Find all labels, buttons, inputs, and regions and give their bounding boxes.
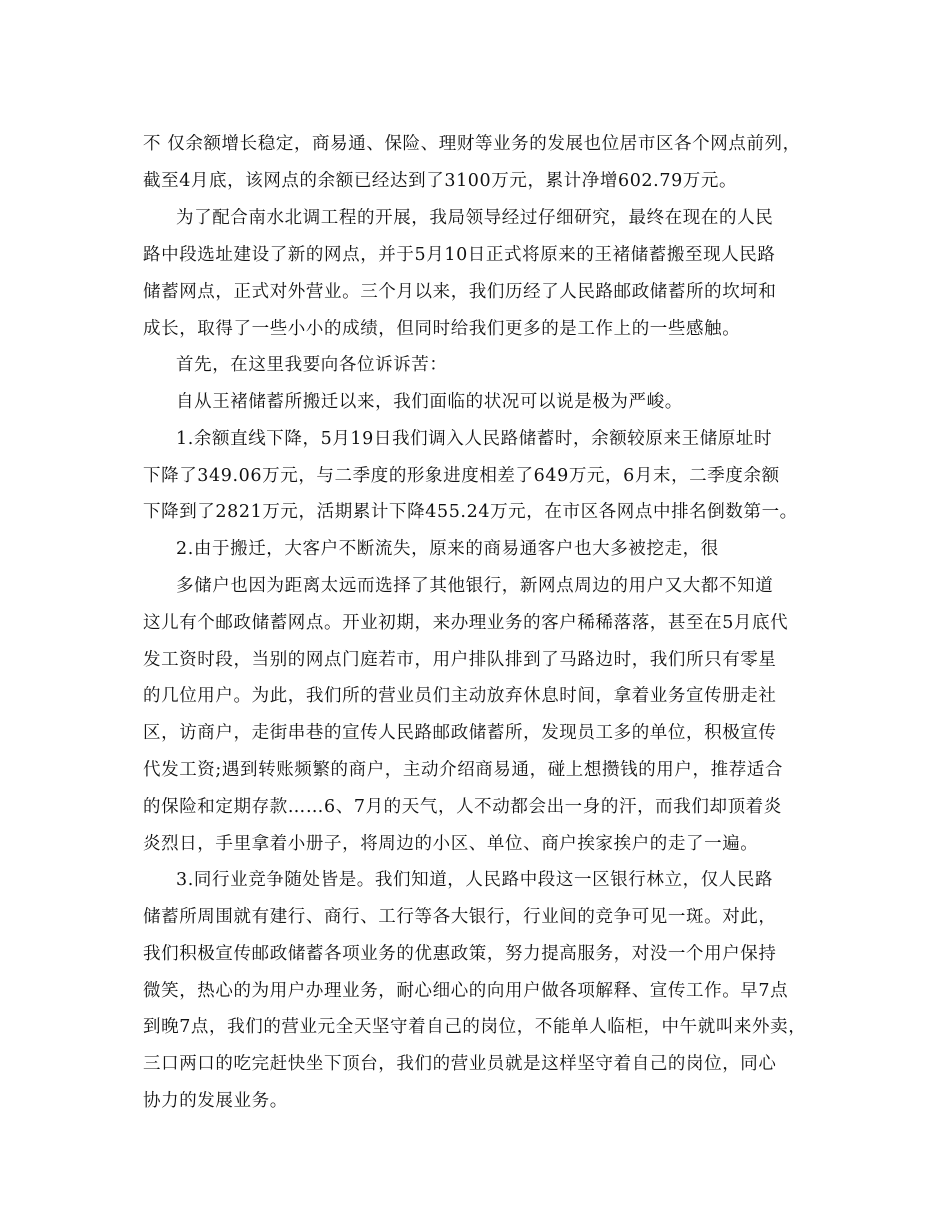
text-line: 为了配合南水北调工程的开展，我局领导经过仔细研究，最终在现在的人民: [176, 208, 774, 228]
text-line: 2.由于搬迁，大客户不断流失，原来的商易通客户也大多被挖走，很: [176, 539, 719, 559]
text-line: 微笑，热心的为用户办理业务，耐心细心的向用户做各项解释、宣传工作。早7点: [143, 981, 789, 1001]
text-line: 代发工资;遇到转账频繁的商户，主动介绍商易通，碰上想攒钱的用户，推荐适合: [143, 760, 783, 780]
text-line: 发工资时段，当别的网点门庭若市，用户排队排到了马路边时，我们所只有零星: [143, 650, 777, 670]
text-line: 储蓄所周围就有建行、商行、工行等各大银行，行业间的竞争可见一斑。对此，: [143, 907, 777, 927]
text-line: 不 仅余额增长稳定，商易通、保险、理财等业务的发展也位居市区各个网点前列，: [143, 134, 801, 154]
text-line: 三口两口的吃完赶快坐下顶台，我们的营业员就是这样坚守着自己的岗位，同心: [143, 1054, 777, 1074]
text-line: 截至4月底，该网点的余额已经达到了3100万元，累计净增602.79万元。: [143, 171, 738, 191]
text-line: 下降到了2821万元，活期累计下降455.24万元，在市区各网点中排名倒数第一。: [143, 502, 798, 522]
text-line: 自从王褚储蓄所搬迁以来，我们面临的状况可以说是极为严峻。: [176, 392, 683, 412]
text-line: 下降了349.06万元，与二季度的形象进度相差了649万元，6月末，二季度余额: [143, 466, 780, 486]
text-line: 到晚7点，我们的营业元全天坚守着自己的岗位，不能单人临柜，中午就叫来外卖，: [143, 1017, 807, 1037]
text-line: 1.余额直线下降，5月19日我们调入人民路储蓄时，余额较原来王储原址时: [176, 429, 773, 449]
text-line: 这儿有个邮政储蓄网点。开业初期，来办理业务的客户稀稀落落，甚至在5月底代: [143, 613, 789, 633]
text-line: 协力的发展业务。: [143, 1091, 288, 1111]
text-line: 储蓄网点，正式对外营业。三个月以来，我们历经了人民路邮政储蓄所的坎坷和: [143, 282, 777, 302]
text-line: 3.同行业竞争随处皆是。我们知道，人民路中段这一区银行林立，仅人民路: [176, 870, 774, 890]
text-line: 首先，在这里我要向各位诉诉苦：: [176, 355, 448, 375]
text-line: 成长，取得了一些小小的成绩，但同时给我们更多的是工作上的一些感触。: [143, 319, 741, 339]
text-line: 的几位用户。为此，我们所的营业员们主动放弃休息时间，拿着业务宣传册走社: [143, 686, 777, 706]
text-line: 区，访商户，走街串巷的宣传人民路邮政储蓄所，发现员工多的单位，积极宣传: [143, 723, 777, 743]
text-line: 我们积极宣传邮政储蓄各项业务的优惠政策，努力提高服务，对没一个用户保持: [143, 944, 777, 964]
text-line: 炎烈日，手里拿着小册子，将周边的小区、单位、商户挨家挨户的走了一遍。: [143, 834, 759, 854]
text-line: 多储户也因为距离太远而选择了其他银行，新网点周边的用户又大都不知道: [176, 576, 774, 596]
text-line: 路中段选址建设了新的网点，并于5月10日正式将原来的王褚储蓄搬至现人民路: [143, 245, 776, 265]
text-line: 的保险和定期存款……6、7月的天气，人不动都会出一身的汗，而我们却顶着炎: [143, 797, 782, 817]
